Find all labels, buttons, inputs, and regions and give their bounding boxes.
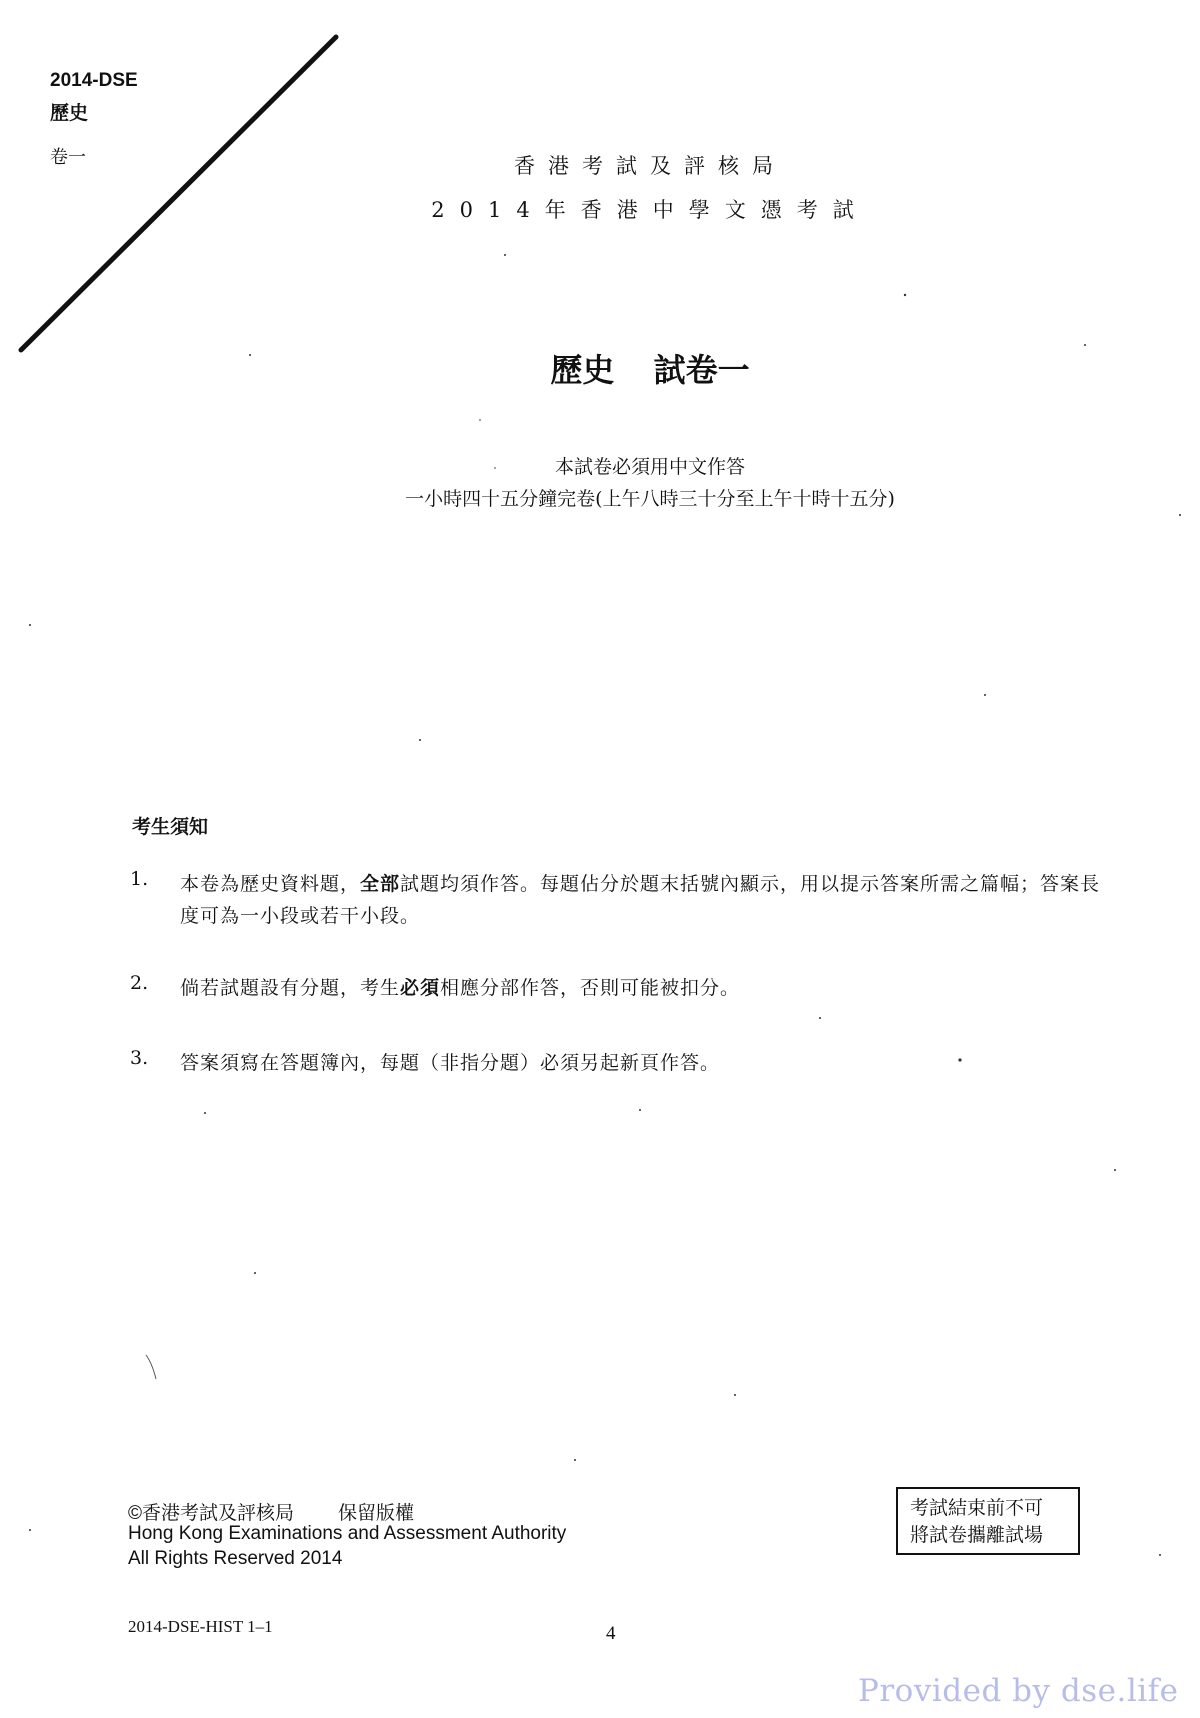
instructions-heading: 考生須知	[132, 816, 209, 838]
paper-code: 2014-DSE-HIST 1–1	[128, 1617, 273, 1636]
notice-line: 考試結束前不可	[910, 1497, 1044, 1519]
corner-subject: 歷史	[50, 102, 89, 124]
corner-exam-code: 2014-DSE	[50, 70, 138, 91]
language-note: 本試卷必須用中文作答	[554, 456, 745, 478]
instruction-emphasis: 全部	[360, 873, 401, 895]
instruction-text: 倘若試題設有分題，考生	[180, 977, 401, 999]
instruction-text: 相應分部作答，否則可能被扣分。	[440, 977, 741, 999]
reserved-cn: 保留版權	[338, 1503, 415, 1524]
instruction-number: 2.	[130, 972, 149, 994]
notice-line: 將試卷攜離試場	[910, 1524, 1044, 1546]
rights-reserved: All Rights Reserved 2014	[128, 1548, 343, 1569]
authority-english: Hong Kong Examinations and Assessment Authority	[128, 1523, 567, 1544]
exam-name: 2014年香港中學文憑考試	[431, 198, 869, 222]
instruction-text: 本卷為歷史資料題，	[180, 873, 361, 895]
instruction-emphasis: 必須	[400, 977, 441, 999]
authority-name: 香港考試及評核局	[514, 154, 786, 178]
paper-title: 歷史 試卷一	[550, 351, 750, 389]
copyright-line	[128, 1498, 414, 1525]
page-number: 4	[606, 1623, 616, 1644]
instruction-item	[180, 972, 1110, 1004]
instruction-number: 1.	[130, 868, 149, 890]
instruction-item	[180, 868, 1110, 932]
notice-box	[896, 1487, 1080, 1555]
instruction-number: 3.	[130, 1047, 149, 1069]
provider-watermark: Provided by dse.life	[858, 1673, 1179, 1709]
copyright-cn: ©香港考試及評核局	[128, 1503, 294, 1524]
instruction-item: 答案須寫在答題簿內，每題（非指分題）必須另起新頁作答。	[180, 1052, 721, 1074]
duration-note: 一小時四十五分鐘完卷(上午八時三十分至上午十時十五分)	[405, 488, 895, 510]
instruction-text: 試題均須作答。每題佔分於題末括號內顯示，用以提示答案所需之篇幅；答案長度可為一小段或若干小段。	[180, 873, 1101, 927]
corner-paper-label: 卷一	[50, 147, 86, 168]
